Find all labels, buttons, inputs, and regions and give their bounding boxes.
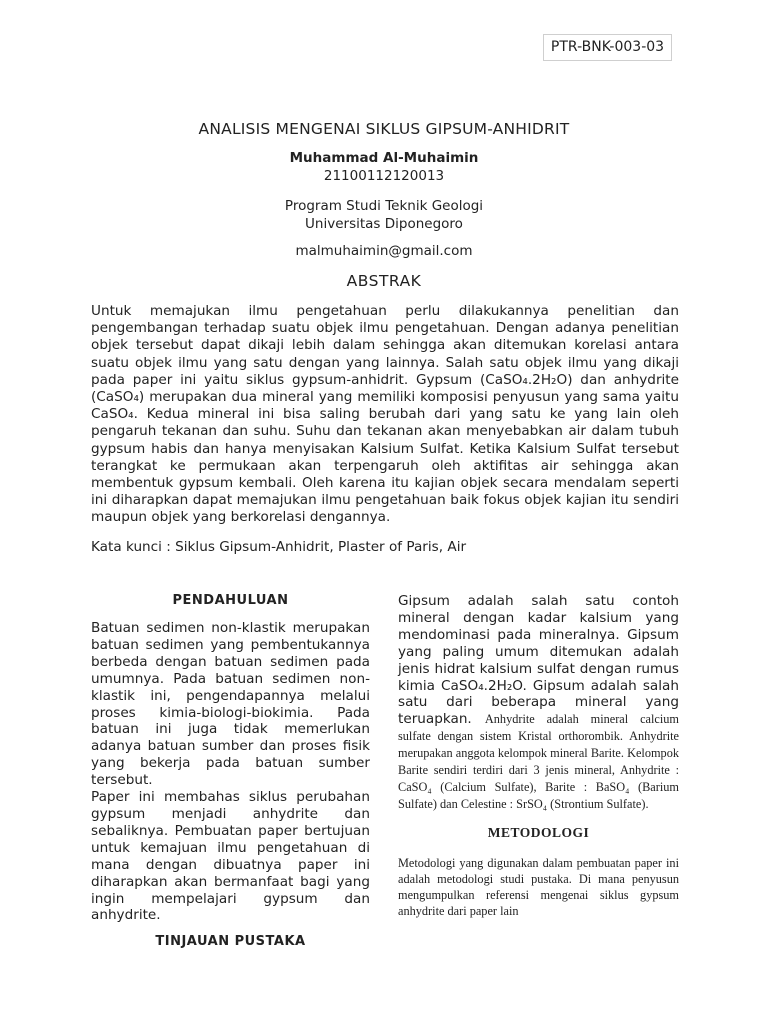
- left-column: [91, 593, 370, 949]
- abstract-heading: ABSTRAK: [346, 272, 422, 290]
- tinjauan-gipsum-text: Gipsum adalah salah satu contoh mineral dengan kadar kalsium yang mendominasi pada mineralnya. Gipsum yang paling umum ditemukan adalah jenis hidrat kalsium sulfat dengan rumus kimia CaSO₄.2H₂O. Gipsum adalah salah satu dari beberapa mineral yang teruapkan.: [398, 593, 679, 728]
- keywords: Kata kunci : Siklus Gipsum-Anhidrit, Plaster of Paris, Air: [91, 539, 467, 555]
- pendahuluan-paragraph-2: Paper ini membahas siklus perubahan gypsum menjadi anhydrite dan sebaliknya. Pembuatan paper bertujuan untuk kemajuan ilmu pengetahuan di mana dengan dibuatnya paper ini diharapkan akan bermanfaat bagi yang ingin mempelajari gypsum dan anhydrite.: [91, 789, 370, 924]
- author-name: Muhammad Al-Muhaimin: [289, 150, 479, 166]
- tinjauan-anhydrite-text: Anhydrite adalah mineral calcium sulfate dengan sistem Kristal orthorombik. Anhydrite merupakan anggota kelompok mineral Barite. Kelompok Barite sendiri terdiri dari 3 jenis mineral, Anhydrite : CaSO₄ (Calcium Sulfate), Barite : BaSO₄ (Barium Sulfate) dan Celestine : SrSO₄ (Strontium Sulfate).: [398, 712, 679, 811]
- metodologi-paragraph: Metodologi yang digunakan dalam pembuatan paper ini adalah metodologi studi pustaka. Di mana penyusun mengumpulkan referensi mengenai siklus gypsum anhydrite dari paper lain: [398, 855, 679, 919]
- abstract-body: Untuk memajukan ilmu pengetahuan perlu dilakukannya penelitian dan pengembangan terhadap suatu objek ilmu pengetahuan. Dengan adanya penelitian objek tersebut dapat dikaji lebih dalam sehingga akan ditemukan korelasi antara suatu objek ilmu yang satu dengan yang lainnya. Salah satu objek ilmu yang dikaji pada paper ini yaitu siklus gypsum-anhidrit. Gypsum (CaSO₄.2H₂O) dan anhydrite (CaSO₄) merupakan dua mineral yang memiliki komposisi penyusun yang sama yaitu CaSO₄. Kedua mineral ini bisa saling berubah dari yang satu ke yang lain oleh pengaruh tekanan dan suhu. Suhu dan tekanan akan menyebabkan air dalam tubuh gypsum habis dan hanya menyisakan Kalsium Sulfat. Ketika Kalsium Sulfat tersebut terangkat ke permukaan akan terpengaruh oleh aktifitas air sehingga akan membentuk gypsum kembali. Oleh karena itu kajian objek secara mendalam seperti ini diharapkan dapat memajukan ilmu pengetahuan baik fokus objek kajian itu sendiri maupun objek yang berkorelasi dengannya.: [91, 303, 679, 526]
- section-heading-pendahuluan: PENDAHULUAN: [172, 593, 289, 608]
- right-column: [398, 593, 679, 920]
- section-heading-metodologi: METODOLOGI: [487, 824, 590, 840]
- university: Universitas Diponegoro: [305, 216, 463, 232]
- pendahuluan-paragraph-1: Batuan sedimen non-klastik merupakan batuan sedimen yang pembentukannya berbeda dengan batuan sedimen pada umumnya. Pada batuan sedimen non-klastik ini, pengendapannya melalui proses kimia-biologi-biokimia. Pada batuan ini juga tidak memerlukan adanya batuan sumber dan proses fisik yang bekerja pada batuan sumber tersebut.: [91, 620, 370, 789]
- author-nim: 21100112120013: [323, 168, 445, 184]
- author-email: malmuhaimin@gmail.com: [295, 243, 473, 259]
- tinjauan-paragraph-gipsum: [398, 593, 679, 813]
- paper-title: ANALISIS MENGENAI SIKLUS GIPSUM-ANHIDRIT: [198, 120, 570, 138]
- document-code: PTR-BNK-003-03: [543, 34, 672, 61]
- section-heading-tinjauan-pustaka: TINJAUAN PUSTAKA: [155, 934, 306, 950]
- author-affiliation: [0, 197, 768, 233]
- study-program: Program Studi Teknik Geologi: [284, 198, 484, 214]
